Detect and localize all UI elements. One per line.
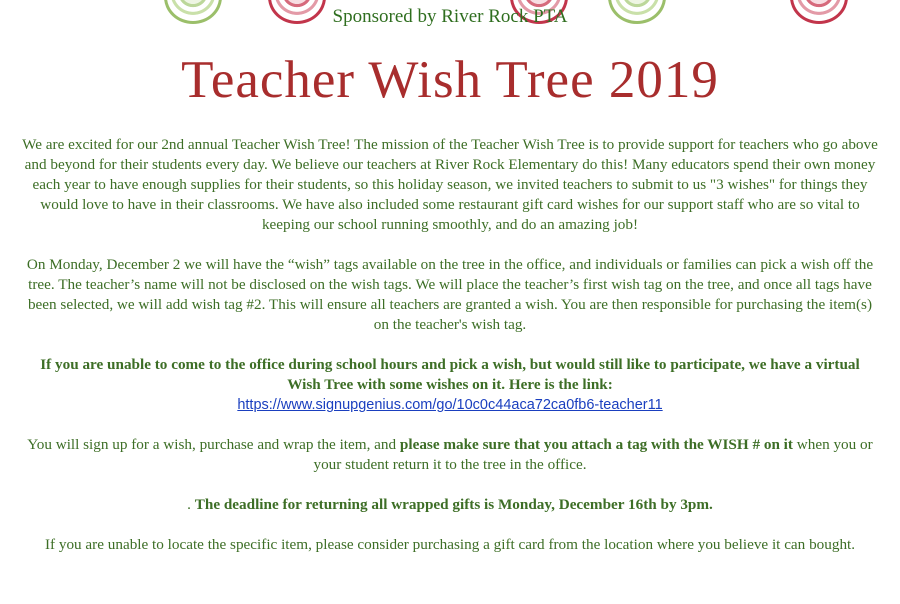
virtual-tree-paragraph: If you are unable to come to the office during school hours and pick a wish, but would still like to participate, we have a virtual Wish Tree with some wishes on it. Here is the link:	[40, 356, 860, 393]
deadline-text: The deadline for returning all wrapped gifts is Monday, December 16th by 3pm.	[194, 496, 713, 513]
sponsor-line: Sponsored by River Rock PTA	[332, 6, 568, 27]
signup-tail-text: when you or your student return it to the tree in the office.	[313, 436, 873, 473]
deadline-prefix: .	[187, 496, 195, 513]
intro-paragraph: We are excited for our 2nd annual Teacher Wish Tree! The mission of the Teacher Wish Tree is to provide support for teachers who go above and beyond for their students every day. We believe our teachers at River Rock Elementary do this! Many educators spend their own money each year to have enough supplies for their students, so this holiday season, we invited teachers to submit to us "3 wishes" for things they would love to have in their classrooms. We have also included some restaurant gift card wishes for our support staff who are so vital to keeping our school running smoothly, and do an amazing job!	[22, 136, 878, 233]
giftcard-paragraph: If you are unable to locate the specific item, please consider purchasing a gift card from the location where you believe it can bought.	[44, 536, 856, 553]
flyer-body	[22, 135, 878, 555]
page-title: Teacher Wish Tree 2019	[181, 51, 719, 109]
signup-text: You will sign up for a wish, purchase and wrap the item, and	[27, 436, 400, 453]
monday-paragraph: On Monday, December 2 we will have the “wish” tags available on the tree in the office, and individuals or families can pick a wish off the tree. The teacher’s name will not be disclosed on the wish tags. We will place the teacher’s first wish tag on the tree, and once all tags have been selected, we will add wish tag #2. This will ensure all teachers are granted a wish. You are then responsible for purchasing the item(s) on the teacher's wish tag.	[26, 256, 874, 333]
deadline-paragraph	[22, 495, 878, 515]
signup-link[interactable]: https://www.signupgenius.com/go/10c0c44aca72ca0fb6-teacher11	[237, 397, 663, 413]
signup-paragraph	[22, 435, 878, 475]
signup-bold-text: please make sure that you attach a tag with the WISH # on it	[399, 436, 793, 453]
